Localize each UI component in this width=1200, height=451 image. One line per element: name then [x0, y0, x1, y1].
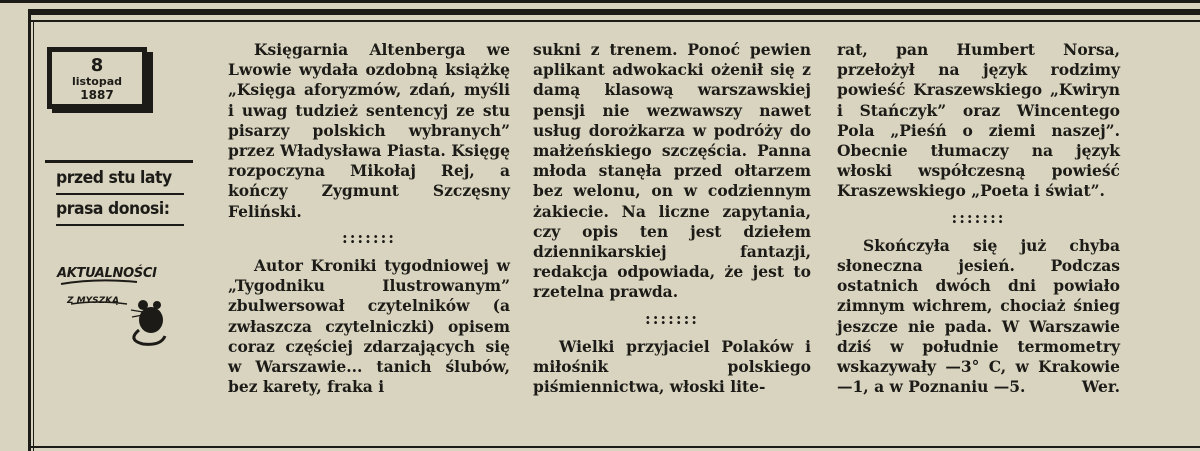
- column-3: [837, 40, 1120, 398]
- column-2: [533, 40, 811, 397]
- section-separator: :::::::: [951, 207, 1006, 227]
- left-border-rule: [28, 9, 31, 451]
- article-2-paragraph-part-1: Wielki przyjaciel Polaków i miłośnik polskiego piśmiennictwa, włoski lite-: [533, 336, 811, 397]
- article-3-paragraph: Skończyła się już chyba słoneczna jesień. Podczas ostatnich dwóch dni powiało zimnym wichrem, chociaż śnieg jeszcze nie pada. W Warszawie dziś w południe termometry wskazywały —3° C, w Krakowie —1, a w Poznaniu —5.: [837, 235, 1120, 397]
- slogan-line-1: przed stu laty: [56, 168, 172, 188]
- article-1-paragraph-1: Księgarnia Altenberga we Lwowie wydała ozdobną książkę „Księga aforyzmów, zdań, myśli i uwag tudzież sentencyj ze stu pisarzy polskich wybranych” przez Władysława Piasta. Księgę rozpoczyna Mikołaj Rej, a kończy Zygmunt Szczęsny Feliński.: [228, 40, 510, 221]
- slogan-top-rule: [45, 160, 193, 163]
- date-year: 1887: [80, 88, 114, 102]
- header-thin-rule: [28, 20, 1200, 22]
- aktualnosci-logo: [57, 262, 169, 348]
- bottom-rule: [28, 446, 1200, 448]
- date-box: [47, 47, 147, 109]
- article-2-paragraph-part-2: rat, pan Humbert Norsa, przełożył na język rodzimy powieść Kraszewskiego „Kwiryn i Stańczyk” oraz Wincentego Pola „Pieśń o ziemi naszej”. Obecnie tłumaczy na język włoski współczesną powieść Kraszewskiego „Poeta i świat”.: [837, 40, 1120, 201]
- section-separator: :::::::: [341, 227, 397, 247]
- mouse-icon: [57, 262, 169, 348]
- slogan-underline-2: [56, 224, 184, 226]
- left-inner-rule: [33, 20, 34, 451]
- top-rule: [0, 0, 1200, 3]
- section-separator: :::::::: [644, 308, 700, 328]
- slogan-underline-1: [56, 193, 184, 195]
- column-1: [228, 40, 510, 397]
- logo-line-1: AKTUALNOŚCI: [57, 266, 157, 281]
- date-month: listopad: [71, 75, 123, 88]
- logo-line-2: Z MYSZKĄ: [67, 296, 120, 306]
- article-1-paragraph-2-part-1: Autor Kroniki tygodniowej w „Tygodniku Ilustrowanym” zbulwersował czytelników (a zwłaszcza czytelniczki) opisem coraz częściej zdarzających się w Warszawie... tanich ślubów, bez karety, fraka i: [228, 256, 510, 397]
- slogan-line-2: prasa donosi:: [56, 199, 170, 219]
- date-day: 8: [90, 55, 104, 76]
- author-signature: Wer.: [1081, 377, 1120, 397]
- article-1-paragraph-2-part-2: sukni z trenem. Ponoć pewien aplikant adwokacki ożenił się z damą klasową warszawskiej pensji nie wezwawszy nawet usług dorożkarza w podróży do małżeńskiego szczęścia. Panna młoda stanęła przed ołtarzem bez welonu, on w codziennym żakiecie. Na liczne zapytania, czy opis ten jest dziełem dziennikarskiej fantazji, redakcja odpowiada, że jest to rzetelna prawda.: [533, 40, 811, 302]
- header-thick-rule: [28, 9, 1200, 15]
